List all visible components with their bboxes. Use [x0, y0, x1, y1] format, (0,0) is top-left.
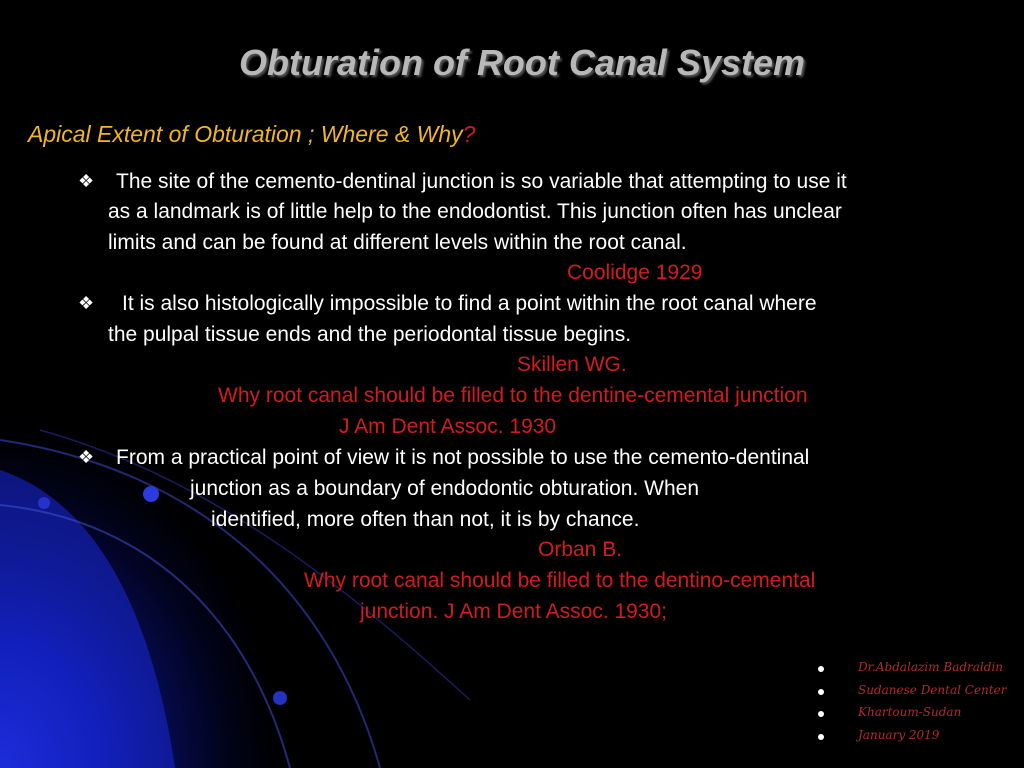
bullet-dot-icon [818, 711, 824, 717]
reference-coolidge: Coolidge 1929 [567, 261, 703, 284]
bullet-1-line-2: as a landmark is of little help to the endodontist. This junction often has unclear [108, 200, 842, 223]
bullet-dot-icon [818, 666, 824, 672]
subtitle-question-mark: ? [462, 121, 476, 147]
reference-orban-journal: junction. J Am Dent Assoc. 1930; [360, 600, 668, 623]
bullet-dot-icon [818, 734, 824, 740]
slide-subtitle [28, 121, 475, 148]
bullet-3-line-2: junction as a boundary of endodontic obturation. When [190, 477, 700, 500]
slide-title: Obturation of Root Canal System [238, 42, 806, 83]
bullet-2-line-1: It is also histologically impossible to find a point within the root canal where [122, 292, 817, 315]
subtitle-text: Apical Extent of Obturation ; Where & Why [28, 121, 463, 147]
bullet-3-line-1: From a practical point of view it is not possible to use the cemento-dentinal [116, 446, 810, 469]
bullet-2-line-2: the pulpal tissue ends and the periodontal tissue begins. [108, 323, 632, 346]
footer-date: January 2019 [858, 727, 940, 742]
diamond-bullet-icon: ❖ [78, 171, 95, 191]
reference-skillen-journal: J Am Dent Assoc. 1930 [339, 415, 557, 438]
reference-skillen-author: Skillen WG. [517, 353, 627, 376]
reference-orban-author: Orban B. [538, 538, 623, 561]
diamond-bullet-icon: ❖ [78, 447, 95, 467]
bullet-dot-icon [818, 689, 824, 695]
reference-orban-title: Why root canal should be filled to the dentino-cemental [304, 569, 816, 592]
footer-author: Dr.Abdalazim Badraldin [858, 660, 1004, 674]
bullet-3-line-3: identified, more often than not, it is by chance. [211, 508, 640, 531]
bullet-1-line-3: limits and can be found at different levels within the root canal. [108, 231, 687, 254]
bullet-1-line-1: The site of the cemento-dentinal junction is so variable that attempting to use it [116, 170, 847, 193]
footer-location: Khartoum-Sudan [858, 705, 962, 719]
diamond-bullet-icon: ❖ [78, 293, 95, 313]
reference-skillen-title: Why root canal should be filled to the dentine-cemental junction [218, 384, 808, 407]
footer-institution: Sudanese Dental Center [858, 682, 1007, 697]
